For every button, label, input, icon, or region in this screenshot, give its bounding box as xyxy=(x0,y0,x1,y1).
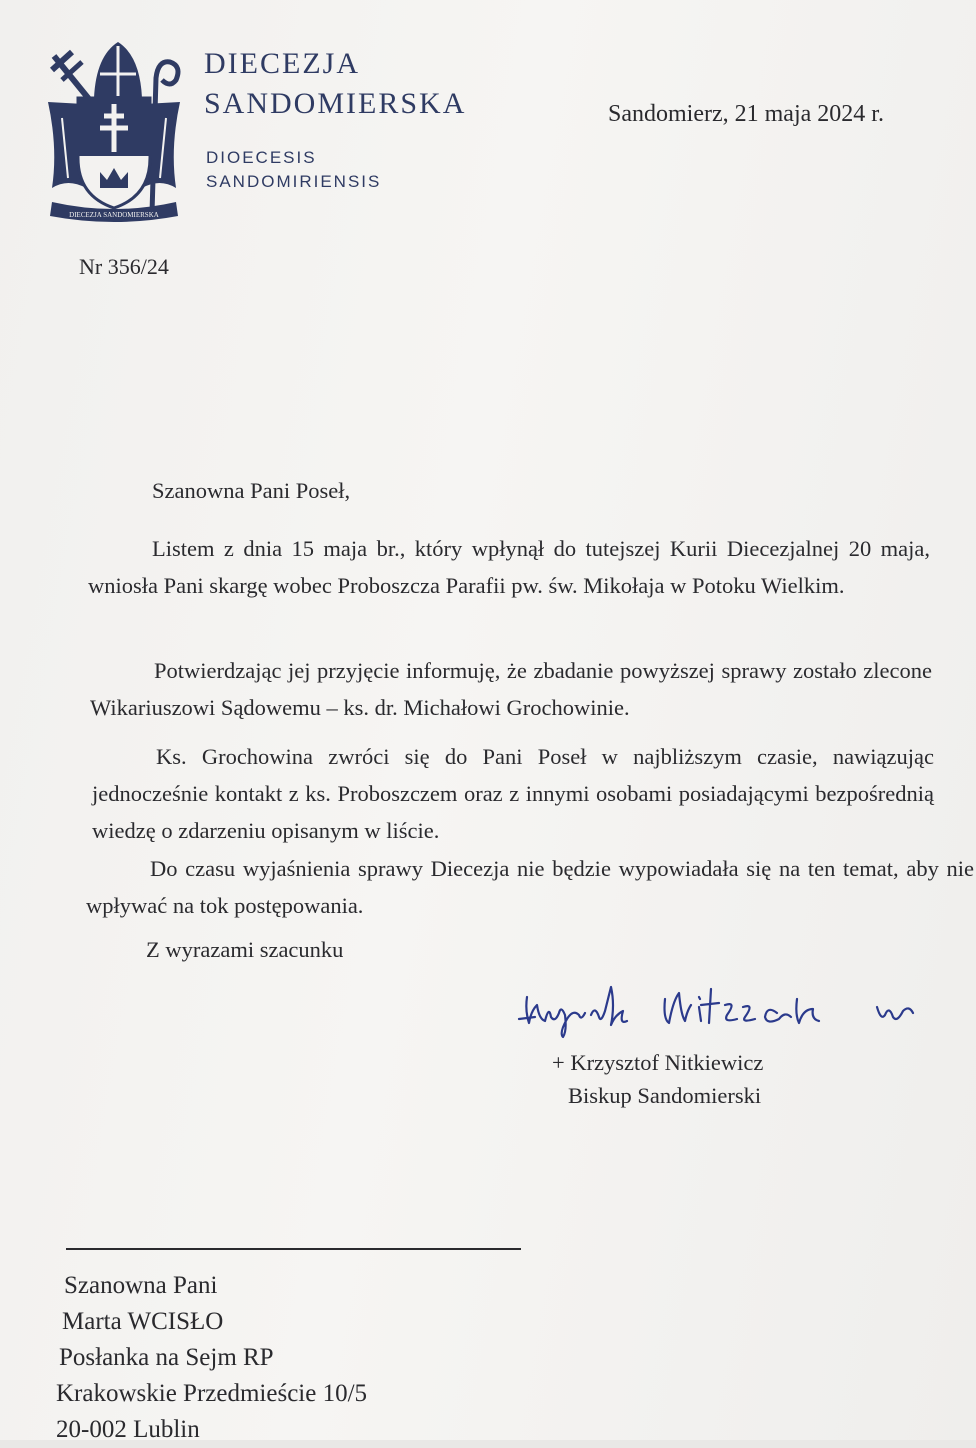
letterhead-latin-line2: SANDOMIRIENSIS xyxy=(206,172,382,191)
body-paragraph: Potwierdzając jej przyjęcie informuję, że zbadanie powyższej sprawy zostało zlecone Wikariuszowi Sądowemu – ks. dr. Michałowi Grochowinie. xyxy=(90,658,932,720)
diocese-coat-of-arms-logo xyxy=(44,38,184,223)
letterhead-title xyxy=(204,44,466,124)
body-paragraph: Do czasu wyjaśnienia sprawy Diecezja nie będzie wypowiadała się na ten temat, aby nie wpływać na tok postępowania. xyxy=(86,856,974,918)
body-paragraph: Ks. Grochowina zwróci się do Pani Poseł w najbliższym czasie, nawiązując jednocześnie kontakt z ks. Proboszczem oraz z innymi osobami posiadającymi bezpośrednią wiedzę o zdarzeniu opisanym w liście. xyxy=(92,744,934,843)
signer-block xyxy=(552,1046,763,1112)
recipient-salutation: Szanowna Pani xyxy=(64,1272,218,1299)
signer-title: Biskup Sandomierski xyxy=(568,1083,762,1108)
reference-number: Nr 356/24 xyxy=(79,254,169,279)
recipient-street: Krakowskie Przedmieście 10/5 xyxy=(56,1380,368,1407)
recipient-city: 20-002 Lublin xyxy=(56,1416,200,1443)
body-paragraph: Listem z dnia 15 maja br., który wpłynął do tutejszej Kurii Diecezjalnej 20 maja, wniosła Pani skargę wobec Proboszcza Parafii pw. św. Mikołaja w Potoku Wielkim. xyxy=(88,536,930,598)
closing-phrase: Z wyrazami szacunku xyxy=(146,937,344,962)
handwritten-signature xyxy=(515,975,935,1045)
recipient-position: Posłanka na Sejm RP xyxy=(59,1344,274,1371)
recipient-name: Marta WCISŁO xyxy=(62,1308,224,1335)
letterhead-latin-line1: DIOECESIS xyxy=(206,148,317,167)
recipient-address xyxy=(56,1268,367,1448)
letter-date: Sandomierz, 21 maja 2024 r. xyxy=(608,101,884,127)
greeting: Szanowna Pani Poseł, xyxy=(152,478,351,503)
letterhead-name-line1: DIECEZJA xyxy=(204,47,360,80)
address-divider xyxy=(66,1248,521,1250)
seal-ribbon-text: DIECEZJA SANDOMIERSKA xyxy=(69,211,159,219)
letterhead-latin-name xyxy=(206,146,381,194)
letterhead-name-line2: SANDOMIERSKA xyxy=(204,87,467,120)
signer-name: + Krzysztof Nitkiewicz xyxy=(552,1050,764,1075)
